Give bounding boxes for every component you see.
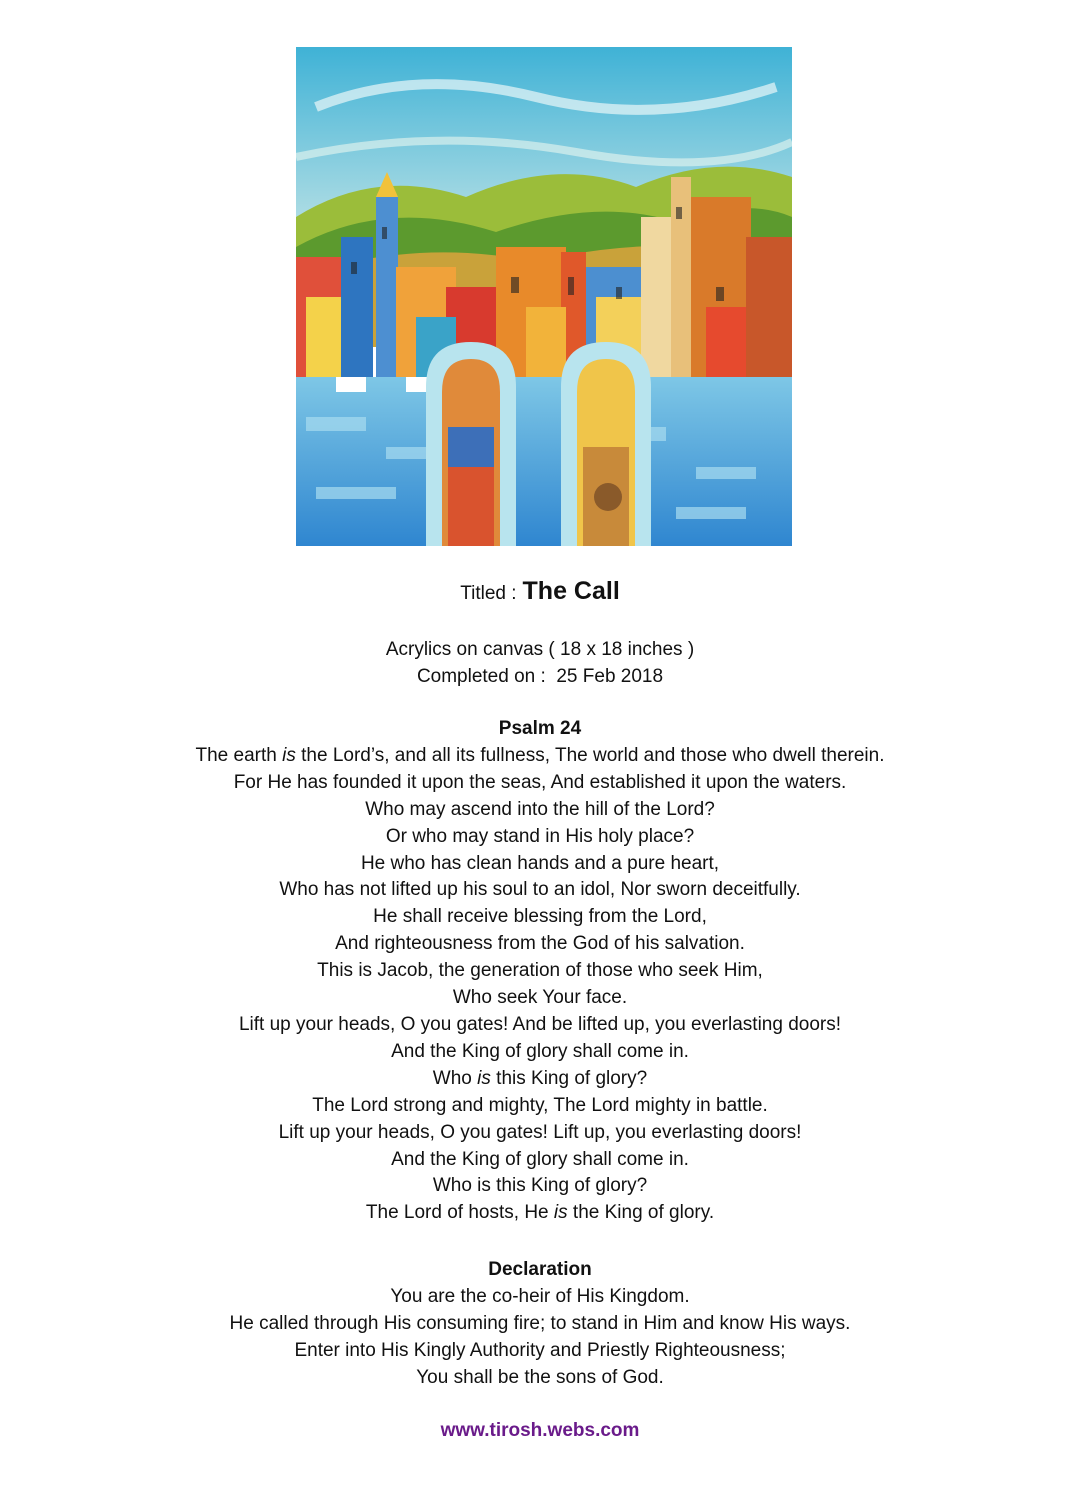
artwork-title-line (0, 573, 1080, 612)
psalm-line: The Lord of hosts, He is the King of glory. (365, 1202, 715, 1224)
psalm-line: Or who may stand in His holy place? (385, 825, 695, 847)
declaration-line: You are the co-heir of His Kingdom. (390, 1286, 690, 1307)
psalm-line: Who has not lifted up his soul to an idol, Nor sworn deceitfully. (279, 879, 801, 901)
title-label: Titled : (460, 583, 517, 604)
psalm-line: This is Jacob, the generation of those who seek Him, (317, 960, 763, 982)
declaration-line: You shall be the sons of God. (416, 1367, 664, 1388)
artwork-medium: Acrylics on canvas ( 18 x 18 inches ) (385, 639, 695, 660)
declaration-line: He called through His consuming fire; to stand in Him and know His ways. (229, 1313, 851, 1334)
artwork-title: The Call (522, 577, 620, 605)
psalm-line: The Lord strong and mighty, The Lord mighty in battle. (312, 1094, 768, 1116)
psalm-line: Lift up your heads, O you gates! And be lifted up, you everlasting doors! (238, 1013, 842, 1035)
psalm-line: Who seek Your face. (452, 987, 628, 1009)
psalm-line: The earth is the Lord’s, and all its fullness, The world and those who dwell therein. (195, 744, 885, 766)
painting-image (296, 47, 792, 546)
psalm-line: And the King of glory shall come in. (391, 1040, 689, 1062)
psalm-lines (0, 743, 1080, 1227)
declaration-heading: Declaration (488, 1259, 592, 1280)
psalm-section (0, 716, 1080, 1227)
psalm-heading: Psalm 24 (498, 718, 582, 739)
psalm-line: And righteousness from the God of his salvation. (335, 933, 745, 955)
completed-line (0, 663, 1080, 690)
psalm-line: Who may ascend into the hill of the Lord? (365, 798, 715, 820)
declaration-lines (0, 1283, 1080, 1391)
website-link[interactable]: www.tirosh.webs.com (440, 1420, 640, 1441)
psalm-line: And the King of glory shall come in. (391, 1148, 689, 1170)
psalm-line: He who has clean hands and a pure heart, (360, 852, 720, 874)
declaration-line: Enter into His Kingly Authority and Priestly Righteousness; (294, 1340, 786, 1361)
psalm-line: Who is this King of glory? (432, 1067, 648, 1089)
psalm-line: Who is this King of glory? (432, 1175, 648, 1197)
declaration-section (0, 1256, 1080, 1391)
psalm-line: For He has founded it upon the seas, And established it upon the waters. (233, 771, 847, 793)
psalm-line: He shall receive blessing from the Lord, (373, 906, 707, 928)
completed-date: 25 Feb 2018 (556, 666, 664, 687)
psalm-line: Lift up your heads, O you gates! Lift up, you everlasting doors! (278, 1121, 802, 1143)
completed-label: Completed on : (416, 666, 546, 687)
